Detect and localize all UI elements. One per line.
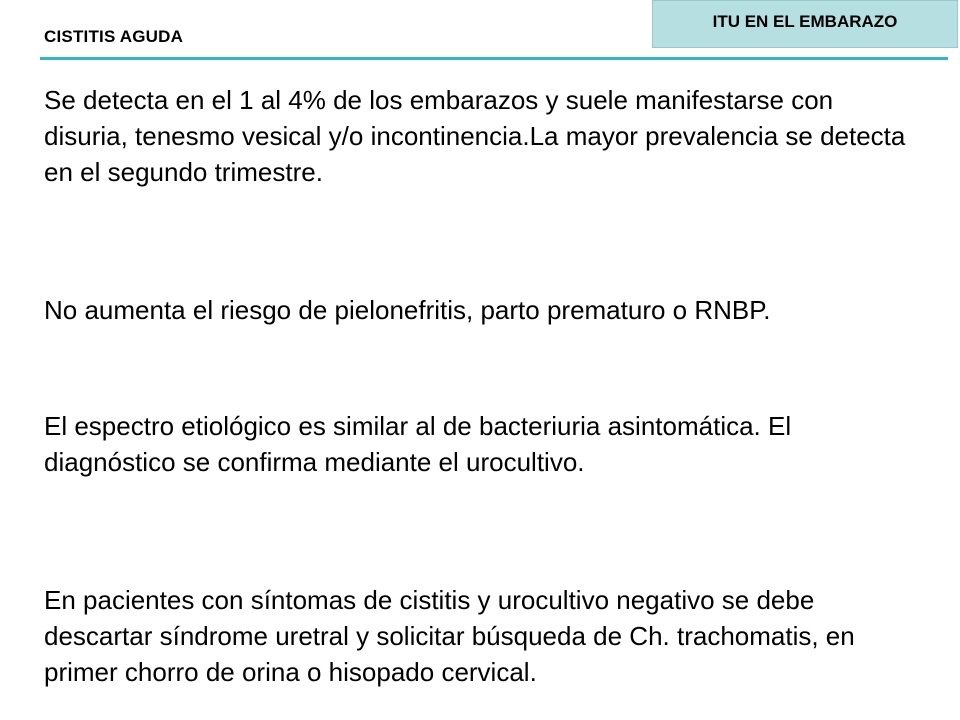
paragraph-prevalence: Se detecta en el 1 al 4% de los embarazos y suele manifestarse con disuria, tenesmo vesical y/o incontinencia.La mayor prevalencia se detecta en el segundo trimestre.	[44, 85, 906, 187]
paragraph-risk: No aumenta el riesgo de pielonefritis, parto prematuro o RNBP.	[44, 295, 771, 325]
paragraph-differential: En pacientes con síntomas de cistitis y urocultivo negativo se debe descartar síndrome uretral y solicitar búsqueda de Ch. trachomatis, en primer chorro de orina o hisopado cervical.	[44, 585, 855, 687]
topic-badge: ITU EN EL EMBARAZO	[652, 0, 958, 48]
section-title: CISTITIS AGUDA	[44, 27, 184, 46]
header-divider	[40, 57, 948, 60]
paragraph-etiology: El espectro etiológico es similar al de bacteriuria asintomática. El diagnóstico se confirma mediante el urocultivo.	[44, 411, 792, 477]
